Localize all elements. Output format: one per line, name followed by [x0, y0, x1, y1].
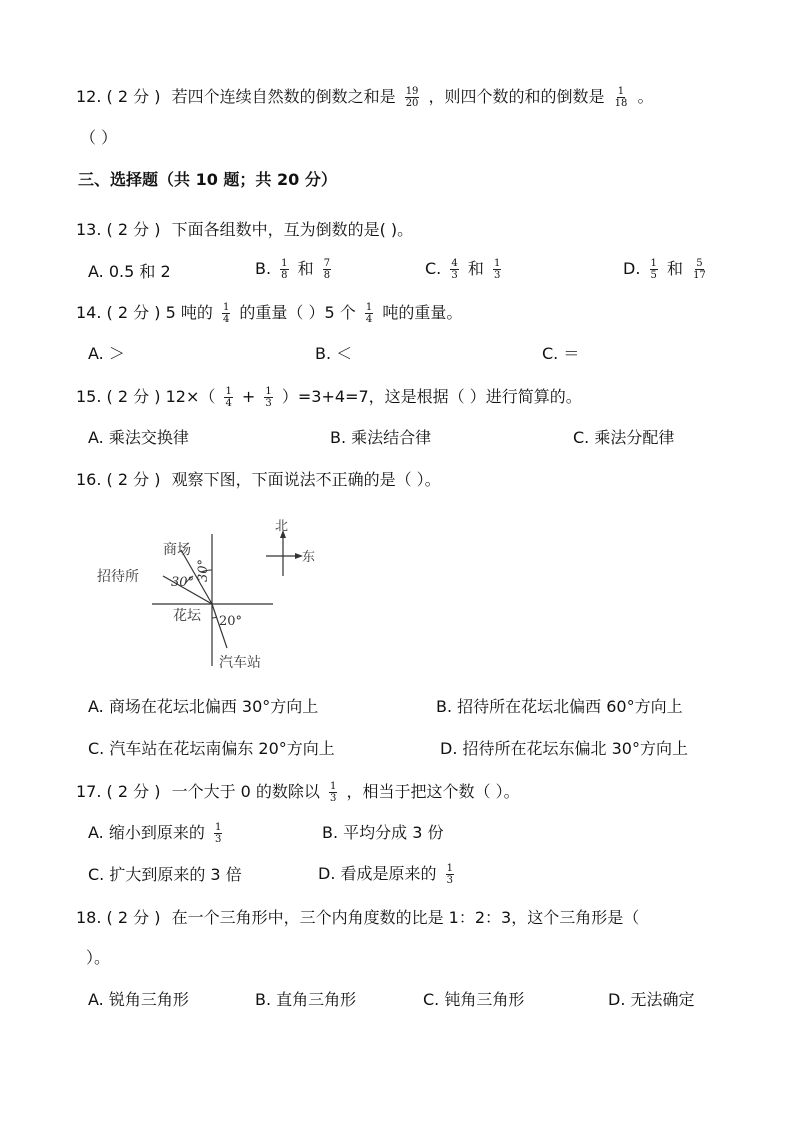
question-number: 16. — [76, 470, 102, 489]
option-d[interactable]: D. 招待所在花坛东偏北 30°方向上 — [440, 739, 688, 758]
fraction: $\frac{5}{17}$ — [693, 258, 706, 281]
fraction: $\frac{4}{3}$ — [451, 258, 458, 281]
question-text: 在一个三角形中，三个内角度数的比是 1：2：3，这个三角形是（ — [171, 908, 640, 927]
station-angle-label: 20° — [219, 614, 243, 629]
option-c[interactable]: C. 钝角三角形 — [423, 990, 525, 1009]
station-label: 汽车站 — [219, 655, 261, 671]
question-15 — [76, 386, 582, 409]
option-c[interactable] — [425, 258, 505, 281]
question-text: 若四个连续自然数的倒数之和是 — [171, 87, 396, 106]
option-text: 和 — [297, 259, 314, 278]
question-text: 下面各组数中，互为倒数的是( )。 — [171, 220, 414, 239]
fraction: $\frac{1}{5}$ — [650, 258, 657, 281]
question-text: 12×（ — [165, 387, 216, 406]
fraction: $\frac{1}{8}$ — [281, 258, 288, 281]
option-b[interactable]: B. 平均分成 3 份 — [322, 823, 444, 842]
option-label: B. — [255, 259, 272, 278]
question-number: 15. — [76, 387, 102, 406]
question-17 — [76, 781, 520, 804]
option-b[interactable] — [255, 258, 335, 281]
option-a[interactable]: A. 锐角三角形 — [88, 990, 189, 1009]
question-number: 14. — [76, 303, 102, 322]
fraction: $\frac{1}{4}$ — [365, 302, 373, 325]
score: ( 2 分 ) — [106, 387, 161, 406]
fraction: $\frac{1}{18}$ — [614, 86, 628, 109]
option-a[interactable]: A. 0.5 和 2 — [88, 262, 171, 281]
question-number: 17. — [76, 782, 102, 801]
fraction: $\frac{1}{4}$ — [225, 386, 232, 409]
fraction: $\frac{1}{3}$ — [493, 258, 501, 281]
question-text: 。 — [637, 87, 654, 106]
question-number: 13. — [76, 220, 102, 239]
fraction: $\frac{19}{20}$ — [405, 86, 419, 109]
north-label: 北 — [275, 519, 289, 534]
option-d[interactable] — [318, 863, 458, 886]
fraction: $\frac{1}{3}$ — [265, 386, 272, 409]
option-b[interactable]: B. 乘法结合律 — [330, 428, 432, 447]
mall-label: 商场 — [163, 542, 191, 558]
option-a[interactable]: A. 商场在花坛北偏西 30°方向上 — [88, 697, 319, 716]
question-text: 吨的重量。 — [382, 303, 463, 322]
option-d[interactable] — [623, 258, 711, 281]
question-16 — [76, 470, 441, 490]
question-text: ，则四个数的和的倒数是 — [428, 87, 605, 106]
option-c[interactable]: C. 乘法分配律 — [573, 428, 675, 447]
garden-label: 花坛 — [173, 608, 201, 624]
fraction: $\frac{1}{3}$ — [214, 822, 222, 845]
question-text: ）=3+4=7，这是根据（ ）进行简算的。 — [281, 387, 582, 406]
score: ( 2 分 ) — [106, 782, 161, 801]
fraction: $\frac{1}{4}$ — [222, 302, 230, 325]
option-c[interactable]: C. 汽车站在花坛南偏东 20°方向上 — [88, 739, 335, 758]
question-number: 18. — [76, 908, 102, 927]
option-label: A. 缩小到原来的 — [88, 823, 205, 842]
score: ( 2 分 ) — [106, 470, 161, 489]
option-b[interactable]: B. 直角三角形 — [255, 990, 357, 1009]
answer-blank[interactable]: （ ） — [80, 128, 118, 147]
question-text: 观察下图，下面说法不正确的是（ ）。 — [171, 470, 441, 489]
hotel-angle-label: 30° — [171, 575, 195, 590]
question-13 — [76, 220, 413, 240]
option-c[interactable]: C. 扩大到原来的 3 倍 — [88, 865, 242, 884]
option-label: C. — [425, 259, 442, 278]
question-number: 12. — [76, 87, 102, 106]
question-text: 一个大于 0 的数除以 — [171, 782, 320, 801]
direction-diagram — [95, 514, 330, 676]
plus-sign: + — [241, 387, 256, 406]
question-18 — [76, 908, 639, 928]
mall-angle-label: 30° — [196, 558, 211, 582]
fraction: $\frac{1}{3}$ — [446, 863, 453, 886]
option-c[interactable]: C. ＝ — [542, 344, 580, 363]
score: ( 2 分 ) — [106, 303, 161, 322]
option-label: D. — [623, 259, 641, 278]
east-label: 东 — [302, 550, 316, 565]
question-12 — [76, 86, 653, 109]
score: ( 2 分 ) — [106, 87, 161, 106]
option-a[interactable]: A. 乘法交换律 — [88, 428, 189, 447]
question-14 — [76, 302, 462, 325]
option-text: 和 — [467, 259, 484, 278]
option-b[interactable]: B. 招待所在花坛北偏西 60°方向上 — [436, 697, 683, 716]
question-text: 5 吨的 — [165, 303, 213, 322]
option-a[interactable]: A. ＞ — [88, 344, 125, 363]
option-d[interactable]: D. 无法确定 — [608, 990, 695, 1009]
question-text: 的重量（ ）5 个 — [239, 303, 356, 322]
question-text: ，相当于把这个数（ ）。 — [346, 782, 520, 801]
score: ( 2 分 ) — [106, 220, 161, 239]
section-title: 三、选择题（共 10 题；共 20 分） — [78, 170, 337, 189]
fraction: $\frac{1}{3}$ — [330, 781, 337, 804]
hotel-label: 招待所 — [97, 569, 139, 585]
option-a[interactable] — [88, 822, 226, 845]
option-text: 和 — [666, 259, 683, 278]
fraction: $\frac{7}{8}$ — [323, 258, 331, 281]
score: ( 2 分 ) — [106, 908, 161, 927]
option-label: D. 看成是原来的 — [318, 864, 437, 883]
question-text-continued: ）。 — [86, 948, 111, 967]
option-b[interactable]: B. ＜ — [315, 344, 353, 363]
